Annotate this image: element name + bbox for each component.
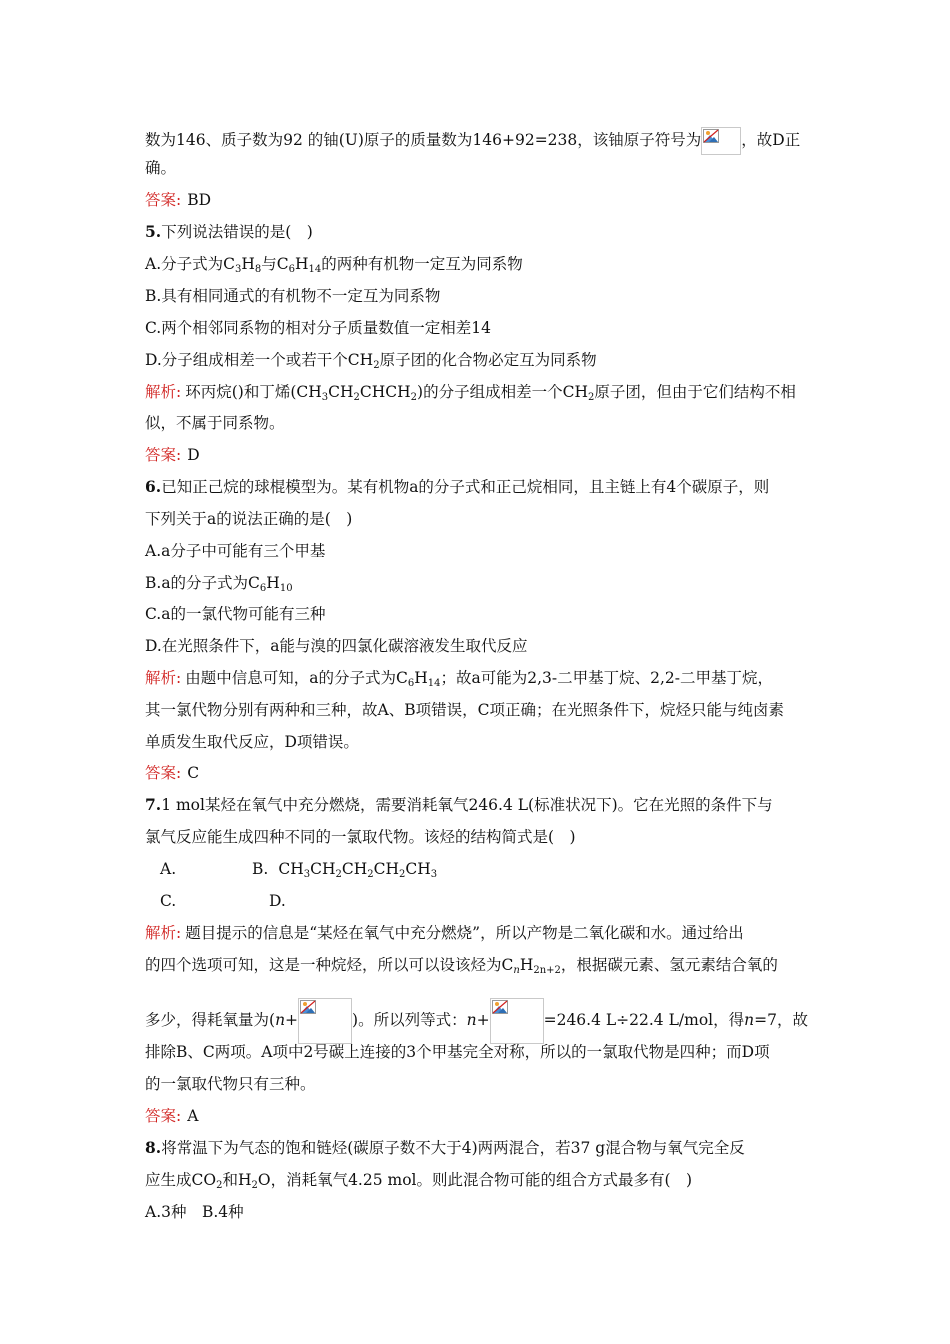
- image-placeholder-icon: [701, 127, 741, 155]
- q8-stem-2: 应生成$CO_2$和$H_2O$，消耗氧气4.25 mol。则此混合物可能的组合方式最多有( ): [145, 1171, 693, 1191]
- q4-line-2: 确。: [145, 159, 177, 177]
- q6-option-a: A.a分子中可能有三个甲基: [145, 542, 326, 560]
- q7-analysis-line-3: 多少，得耗氧量为(n+ )。所以列等式：n+ =246.4 L÷22.4 L/mol，得n=7，故: [145, 998, 808, 1044]
- answer-label: 答案:: [145, 191, 182, 209]
- analysis-label: 解析:: [145, 383, 182, 401]
- q6-option-b: B.a的分子式为$C_6H_{10}$: [145, 574, 293, 594]
- q7-stem-1: 7.1 mol某烃在氧气中充分燃烧，需要消耗氧气246.4 L(标准状况下)。它在光照的条件下与: [145, 795, 773, 814]
- question-stem: 下列说法错误的是( ): [161, 223, 313, 241]
- q6-analysis-line-3: 单质发生取代反应，D项错误。: [145, 733, 359, 751]
- q5-option-b: B.具有相同通式的有机物不一定互为同系物: [145, 287, 441, 305]
- answer-label: 答案:: [145, 1107, 182, 1125]
- q7-stem-2: 氯气反应能生成四种不同的一氯取代物。该烃的结构简式是( ): [145, 828, 576, 846]
- answer-value: BD: [187, 191, 212, 209]
- q7-option-d: D.: [269, 892, 286, 910]
- q7-option-a: A.: [160, 860, 177, 878]
- q6-option-d: D.在光照条件下，a能与溴的四氯化碳溶液发生取代反应: [145, 637, 528, 655]
- q5-option-c: C.两个相邻同系物的相对分子质量数值一定相差14: [145, 319, 491, 337]
- q6-stem-2: 下列关于a的说法正确的是( ): [145, 510, 353, 528]
- question-number: 7.: [145, 795, 162, 814]
- q5-option-a: A.分子式为$C_3H_8$与$C_6H_{14}$的两种有机物一定互为同系物: [145, 255, 523, 275]
- q8-options: A.3种 B.4种: [145, 1203, 244, 1221]
- q6-option-c: C.a的一氯代物可能有三种: [145, 605, 326, 623]
- answer-label: 答案:: [145, 446, 182, 464]
- answer-value: C: [187, 764, 200, 782]
- analysis-label: 解析:: [145, 924, 182, 942]
- q4-answer: [145, 190, 211, 210]
- answer-value: A: [187, 1107, 199, 1125]
- q5-analysis-line-1: 解析: 环丙烷()和丁烯$(CH_3CH_2CHCH_2)$的分子组成相差一个$CH_2$原子团，但由于它们结构不相: [145, 383, 796, 403]
- q6-analysis-line-1: 解析: 由题中信息可知，a的分子式为$C_6H_{14}$；故a可能为2,3-二甲基丁烷、2,2-二甲基丁烷，: [145, 669, 774, 689]
- q4-text-b: ，故D正: [741, 131, 801, 149]
- q7-analysis-line-4: 排除B、C两项。A项中2号碳上连接的3个甲基完全对称，所以的一氯取代物是四种；而D项: [145, 1043, 770, 1061]
- q7-analysis-line-1: 解析: 题目提示的信息是“某烃在氧气中充分燃烧”，所以产物是二氧化碳和水。通过给出: [145, 924, 744, 942]
- q4-text-a: 数为146、质子数为92 的铀(U)原子的质量数为146+92=238，该铀原子符号为: [145, 131, 702, 149]
- q7-answer: [145, 1106, 198, 1126]
- question-number: 5.: [145, 222, 162, 241]
- question-number: 8.: [145, 1138, 162, 1157]
- fraction-image-placeholder-icon: [298, 998, 352, 1044]
- q4-line-1: [145, 127, 800, 155]
- q7-analysis-line-5: 的一氯取代物只有三种。: [145, 1075, 316, 1093]
- q7-option-c: C.: [160, 892, 177, 910]
- q6-answer: [145, 763, 199, 783]
- analysis-label: 解析:: [145, 669, 182, 687]
- q7-option-b: B. $CH_3CH_2CH_2CH_2CH_3$: [252, 860, 438, 880]
- q6-analysis-line-2: 其一氯代物分别有两种和三种，故A、B项错误，C项正确；在光照条件下，烷烃只能与纯卤素: [145, 701, 784, 719]
- q5-stem: [145, 222, 313, 242]
- answer-label: 答案:: [145, 764, 182, 782]
- q6-stem-1: 6.已知正己烷的球棍模型为。某有机物a的分子式和正己烷相同，且主链上有4个碳原子，则: [145, 477, 770, 496]
- answer-value: D: [187, 446, 200, 464]
- fraction-image-placeholder-icon: [490, 998, 544, 1044]
- q8-stem-1: 8.将常温下为气态的饱和链烃(碳原子数不大于4)两两混合，若37 g混合物与氧气完全反: [145, 1138, 745, 1157]
- q5-analysis-line-2: 似，不属于同系物。: [145, 414, 285, 432]
- q5-answer: [145, 445, 200, 465]
- q7-analysis-line-2: 的四个选项可知，这是一种烷烃，所以可以设该烃为$C_nH_{2n+2}$，根据碳元素、氢元素结合氧的: [145, 956, 778, 976]
- question-number: 6.: [145, 477, 162, 496]
- q5-option-d: D.分子组成相差一个或若干个$CH_2$原子团的化合物必定互为同系物: [145, 351, 597, 371]
